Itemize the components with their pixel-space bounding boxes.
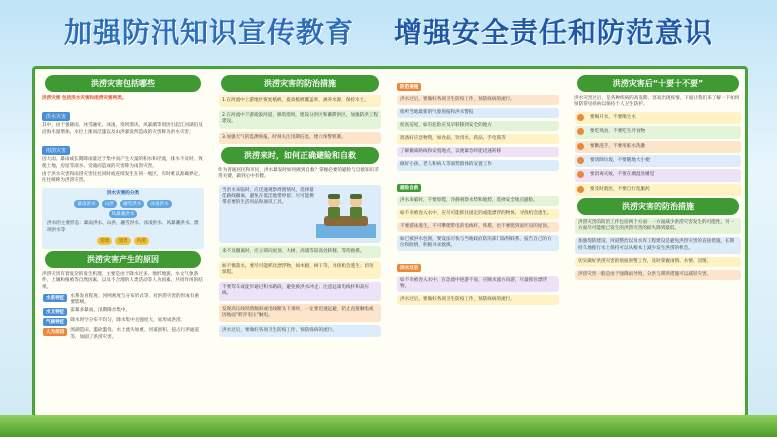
rescue-para-4: 如已被洪水包围，要设法尽快与当地政府防汛部门取得联系，报告自己的方位和险情，积极寻求救援。: [397, 235, 559, 251]
bullet-dot: [577, 157, 584, 164]
after-para-2: 洪水过后，要做好各项卫生防疫工作，预防疫病的流行。: [397, 295, 559, 305]
flood-text: 其中，由于强降雨、冰雪融化、冰凌、堤坝溃决、风暴潮等原因引起江河湖泊及沿海水量增加、水位上涨而泛滥以及山洪暴发所造成的灾害称为洪水灾害；: [42, 123, 203, 135]
rescue-soldiers-illustration: [316, 190, 376, 238]
rescue-tip-5: 发现高压线铁塔倾斜或电线断头下垂时，一定要迅速远避，防止直接触电或因地面“跨步电压”触电。: [219, 304, 381, 322]
measure-2: 2.在河流中下游疏浚河道，修筑堤坝，建设分洪区和蓄滞洪区，加强防洪工程建设。: [219, 110, 381, 128]
rain-pills: [44, 237, 202, 245]
section-header-dos-donts: 洪涝灾害后“十要十不要”: [577, 75, 739, 92]
banner: [0, 0, 777, 62]
rescue-para-2: 如不幸被卷入水中，应尽可能抓住固定的或能漂浮的物体，寻找机会逃生。: [397, 209, 559, 219]
pill-item: 内涝: [134, 237, 149, 245]
pill-item: 冰凌洪水: [147, 200, 171, 208]
cause-item: [43, 318, 203, 326]
pill-item: 涝渍: [97, 237, 112, 245]
poster-board: [32, 66, 748, 418]
pill-item: 融雪洪水: [120, 200, 144, 208]
cause-tag: 水文特征: [43, 308, 67, 316]
pill-item: 渍害: [115, 237, 130, 245]
cause-desc: 降水时空分布不均匀，降水集中且强度大，易形成洪涝。: [70, 318, 186, 324]
grass-footer: [0, 415, 777, 437]
measure-row: 准备好应急物资，如食品、饮用水、药品、手电筒等: [397, 134, 559, 144]
do-dont-text: 要勤洗手，不要用脏水洗漱: [590, 143, 646, 149]
flood-intro: 洪涝灾害 包括洪水灾害和雨涝灾害两类。: [42, 96, 127, 101]
cause-tag: 水系特征: [43, 294, 67, 302]
cause-desc: 雷暴多暴雨，汛期降水集中。: [70, 308, 131, 314]
flood-summary: 由于洪水灾害和雨涝灾害往往同时或连续发生在同一地区，有时难以准确界定，往往统称为洪涝灾害。: [42, 172, 203, 184]
cause-desc: 水系发育程度、河网密度与分布形式等，对洪涝灾害的形成有重要影响。: [70, 294, 200, 306]
measure-row: 做好小孩、老人和病人等弱势群体的安置工作: [397, 160, 559, 170]
classification-note: 洪水的主要形态：暴雨洪水、山洪、融雪洪水、冰凌洪水、风暴潮洪水、溃坝洪水等: [47, 221, 199, 233]
do-dont-item: [575, 184, 741, 196]
rescue-tip-4: 不要驾车或徒步通过积水路段，避免被洪水冲走；注意远离电线杆和高压线。: [219, 282, 381, 300]
banner-title-right: 增强安全责任和防范意识: [394, 16, 714, 49]
cause-item: [43, 294, 203, 306]
rescue-tip-2: 来不及撤离时，应立即向屋顶、大树、高墙等较高处转移，等待救援。: [219, 246, 381, 258]
pill-item: 风暴潮洪水: [109, 210, 138, 218]
section-header-control-measures: 洪涝灾害的防治措施: [577, 198, 739, 215]
bullet-dot: [577, 114, 584, 121]
rain-text: 因大雨、暴雨或长期降雨量过于集中而产生大量的积水和径流，排水不及时，致使土地、房屋等渍水、受淹而造成的灾害称为雨涝灾害。: [42, 157, 203, 169]
section-header-prevention: 洪涝灾害的防治措施: [221, 75, 379, 92]
do-dont-item: [575, 126, 741, 138]
do-dont-text: 要及时就医，不要自行乱服药: [590, 186, 650, 192]
cause-tag: 气候特征: [43, 318, 67, 326]
cause-item: [43, 328, 203, 340]
column-dos-donts: [571, 73, 745, 413]
rescue-tip-1: [219, 185, 381, 243]
rescue-tip-6: 洪水过后，要做好各项卫生防疫工作，预防疫病的流行。: [219, 325, 381, 337]
dos-donts-intro: 洪水灾害过后，是各种疾病的高发期，容易出现疫情。下面让我们来了解一下如何预防常见疾病以保持个人卫生防护。: [574, 96, 740, 108]
column-prevention: [215, 73, 385, 413]
bullet-dot: [577, 128, 584, 135]
column-measures: [393, 73, 563, 413]
do-dont-item: [575, 169, 741, 181]
label-prevention-measures: 防范措施: [397, 83, 421, 91]
do-dont-text: 要清除垃圾，不要随地大小便: [590, 158, 650, 164]
measure-row: 了解撤离路线和安置地点，以便紧急时能迅速转移: [397, 147, 559, 157]
control-para-3: 切实做好洪涝灾害的预报预警工作，及时掌握雨情、水情、汛情。: [575, 257, 741, 267]
label-after-flood: 洪水过后: [397, 264, 421, 272]
bullet-dot: [577, 143, 584, 150]
do-dont-item: [575, 141, 741, 153]
section-header-causes: 洪涝灾害产生的原因: [45, 251, 201, 268]
do-dont-text: 要吃熟食，不要吃生冷食物: [590, 129, 646, 135]
banner-title-left: 加强防汛知识宣传教育: [63, 16, 354, 49]
section-header-flood-types: 洪涝灾害包括哪些: [45, 75, 201, 92]
column-flood-types: [39, 73, 207, 413]
flood-classification-panel: [42, 188, 204, 249]
rescue-tip-1-text: 当洪水来临时，应迅速观察周围情况，选择最佳路线撤离，避免在低洼地带停留；尽可能携带必要的生活用品和通讯工具。: [222, 187, 314, 206]
pill-item: 暴雨洪水: [74, 200, 98, 208]
label-self-rescue: 避险自救: [397, 184, 421, 192]
self-rescue-intro: 作为普通居民和市民，洪水暴发时如何做到自救？掌握必要的避险与自救知识非常关键，做到心中有数。: [218, 167, 379, 180]
pill-item: 山洪: [102, 200, 117, 208]
measure-3: 3.加强天气的监测预报，时刻关注汛期信息，建立预警机制。: [219, 132, 381, 144]
classification-title: 洪水灾害的分类: [106, 190, 140, 196]
bullet-dot: [577, 186, 584, 193]
measure-row: 检查房屋，如有危险应及早转移到安全的地方: [397, 121, 559, 131]
control-para-1: 洪涝灾害的防治工作包括两个方面：一方面减少洪涝灾害发生的可能性，另一方面尽可能使已发生的洪涝灾害的损失降到最低。: [575, 218, 741, 234]
classification-pills: [44, 200, 202, 208]
cause-item: [43, 308, 203, 316]
measure-row: 收听当地最新的气象预报和洪水警报: [397, 108, 559, 118]
bullet-dot: [577, 171, 584, 178]
do-dont-text: 要喝开水，不要喝生水: [590, 114, 636, 120]
control-para-2: 加强堤防建设，河道整治以及水库工程建设是避免洪涝灾害的直接措施，长期持久地推行水土保持可以从根本上减少发生洪涝的机会。: [575, 237, 741, 253]
rescue-tip-3: 如不慎落水，要尽可能抓住漂浮物，如木板、树干等，寻找机会逃生；切勿惊慌。: [219, 261, 381, 279]
rescue-para-3: 不要游泳逃生，不可攀爬带电的电线杆、铁塔，也不要爬到泥坯房的屋顶。: [397, 222, 559, 232]
cause-tag: 人为原因: [43, 328, 67, 336]
measures-intro: 洪水过后，要做好各项卫生防疫工作，预防疫病的流行。: [397, 95, 559, 105]
do-dont-item: [575, 112, 741, 124]
rescue-para-1: 洪水来临时，不要惊慌，冷静观察水势和地势，选择安全地点避险。: [397, 196, 559, 206]
cause-desc: 围湖造田、滥砍滥伐、水土流失加重、河道淤积、侵占行洪通道等，加剧了洪涝灾害。: [70, 328, 200, 340]
flood-label: 洪水灾害: [42, 112, 70, 121]
measure-1: 1.在河流中上游地区恢复植被，提高植被覆盖率，涵养水源，保持水土。: [219, 95, 381, 107]
after-para-1: 如不幸被卷入水中，在急流中逆游不易，应顺水流方向游，尽量抓住漂浮物。: [397, 276, 559, 292]
section-header-self-rescue: 洪涝来时，如何正确避险和自救: [221, 147, 379, 164]
control-para-4: 洪涝灾害一般是由于强降雨导致，分洪与滞洪措施可以减轻灾害。: [575, 270, 741, 280]
cause-text: 洪涝灾害有着复杂的发生机理，主要是由于降水过多、地形地貌、水文气象条件、土壤和植被等自然因素，以及不合理的人类活动等人为因素，共同作用的结果。: [42, 272, 203, 290]
rain-label: 雨涝灾害: [42, 146, 70, 155]
do-dont-text: 要消毒灭蚊，不要在潮湿处睡觉: [590, 172, 655, 178]
do-dont-item: [575, 155, 741, 167]
